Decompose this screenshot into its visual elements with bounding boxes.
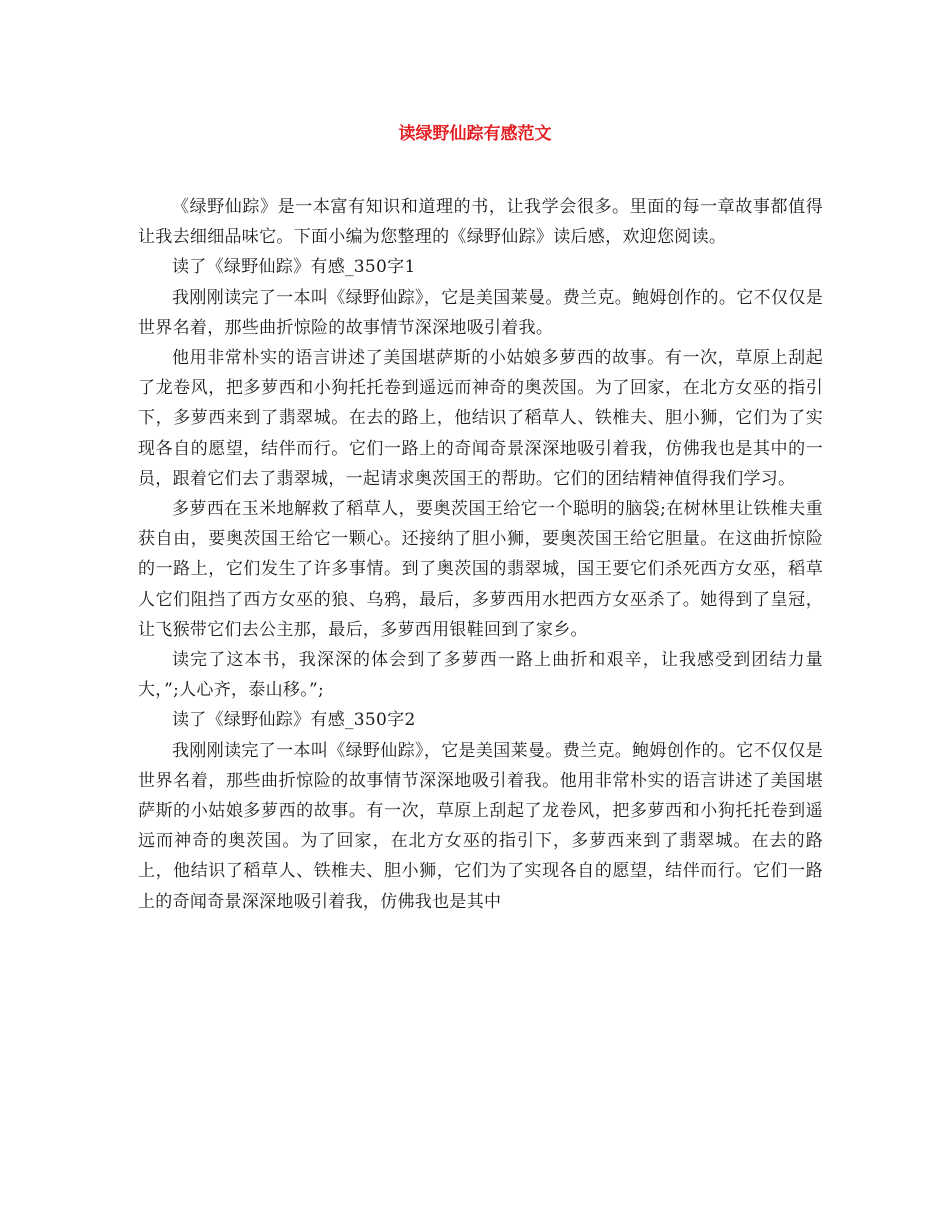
document-body	[138, 192, 823, 917]
section-heading-2: 读了《绿野仙踪》有感_350字2	[172, 710, 416, 731]
body-paragraph: 多萝西在玉米地解救了稻草人，要奥茨国王给它一个聪明的脑袋;在树林里让铁椎夫重获自由，要奥茨国王给它一颗心。还接纳了胆小狮，要奥茨国王给它胆量。在这曲折惊险的一路上，它们发生了许多事情。到了奥茨国的翡翠城，国王要它们杀死西方女巫，稻草人它们阻挡了西方女巫的狼、乌鸦，最后，多萝西用水把西方女巫杀了。她得到了皇冠，让飞猴带它们去公主那，最后，多萝西用银鞋回到了家乡。	[138, 499, 823, 640]
body-paragraph: 读完了这本书，我深深的体会到了多萝西一路上曲折和艰辛，让我感受到团结力量大，”;人心齐，泰山移。”;	[138, 650, 823, 701]
body-paragraph: 我刚刚读完了一本叫《绿野仙踪》，它是美国莱曼。费兰克。鲍姆创作的。它不仅仅是世界名着，那些曲折惊险的故事情节深深地吸引着我。他用非常朴实的语言讲述了美国堪萨斯的小姑娘多萝西的故事。有一次，草原上刮起了龙卷风，把多萝西和小狗托托卷到遥远而神奇的奥茨国。为了回家，在北方女巫的指引下，多萝西来到了翡翠城。在去的路上，他结识了稻草人、铁椎夫、胆小狮，它们为了实现各自的愿望，结伴而行。它们一路上的奇闻奇景深深地吸引着我，仿佛我也是其中	[138, 740, 823, 912]
body-paragraph: 我刚刚读完了一本叫《绿野仙踪》，它是美国莱曼。费兰克。鲍姆创作的。它不仅仅是世界名着，那些曲折惊险的故事情节深深地吸引着我。	[138, 287, 823, 338]
intro-paragraph: 《绿野仙踪》是一本富有知识和道理的书，让我学会很多。里面的每一章故事都值得让我去细细品味它。下面小编为您整理的《绿野仙踪》读后感，欢迎您阅读。	[138, 197, 823, 248]
body-paragraph: 他用非常朴实的语言讲述了美国堪萨斯的小姑娘多萝西的故事。有一次，草原上刮起了龙卷风，把多萝西和小狗托托卷到遥远而神奇的奥茨国。为了回家，在北方女巫的指引下，多萝西来到了翡翠城。在去的路上，他结识了稻草人、铁椎夫、胆小狮，它们为了实现各自的愿望，结伴而行。它们一路上的奇闻奇景深深地吸引着我，仿佛我也是其中的一员，跟着它们去了翡翠城，一起请求奥茨国王的帮助。它们的团结精神值得我们学习。	[138, 348, 823, 489]
section-heading-1: 读了《绿野仙踪》有感_350字1	[172, 257, 416, 278]
document-title: 读绿野仙踪有感范文	[398, 124, 552, 144]
